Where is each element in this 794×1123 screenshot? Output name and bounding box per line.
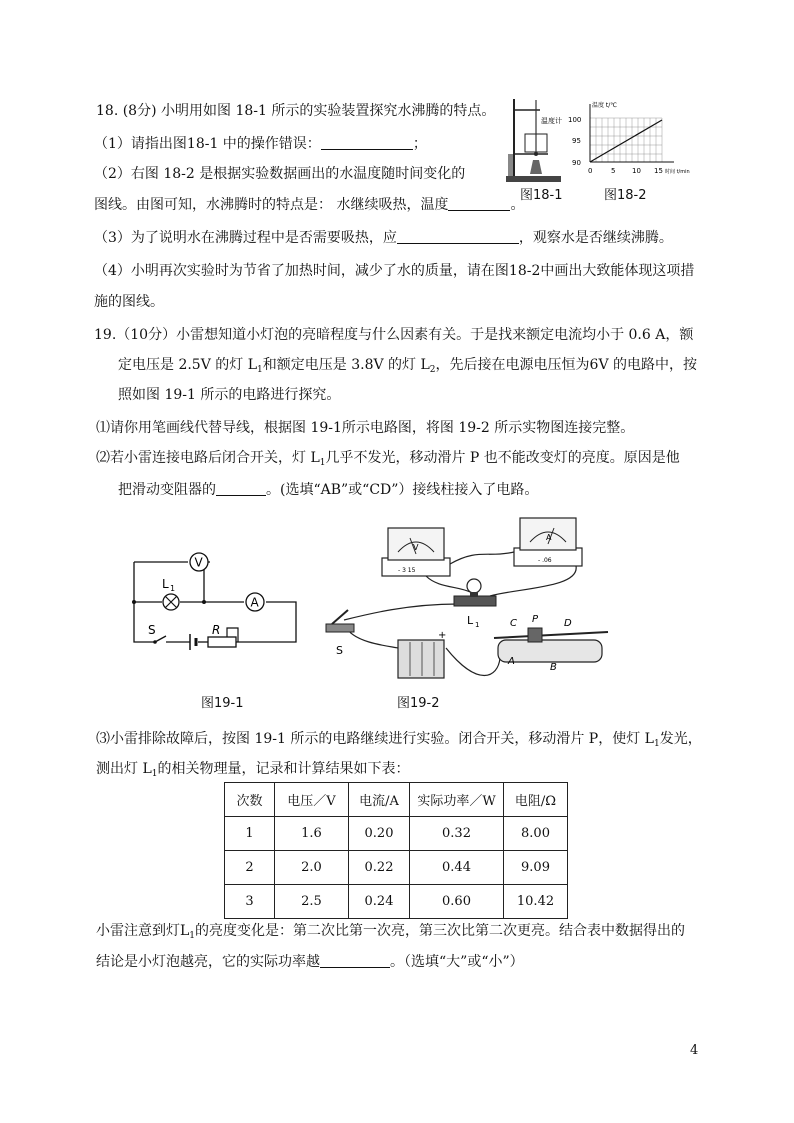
wire-lamp-switch (344, 604, 458, 620)
q19-part4-line1: 小雷注意到灯$L_1$的亮度变化是：第二次比第一次亮，第三次比第二次更亮。结合表中数据得出的 (96, 923, 686, 941)
q18-part4-line1: （4）小明再次实验时为节省了加热时间，减少了水的质量，请在图18-2中画出大致能体现这项措 (94, 263, 695, 279)
cell: 10.42 (504, 885, 568, 919)
xtick-15: 15 (654, 167, 663, 175)
svg-text:B: B (550, 662, 557, 673)
svg-text:+: + (438, 630, 447, 641)
q19-part3-line1: ⑶小雷排除故障后，按图 19-1 所示的电路继续进行实验。闭合开关，移动滑片 P，使灯 $L_1$发光， (96, 731, 702, 749)
junction-left (132, 600, 136, 604)
switch-blade (155, 636, 166, 642)
q19-part1: ⑴请你用笔画线代替导线，根据图 19-1所示电路图，将图 19-2 所示实物图连接完整。 (96, 420, 635, 436)
real-ammeter (514, 518, 582, 566)
switch-label: S (148, 623, 156, 637)
q19-part2-line1: ⑵若小雷连接电路后闭合开关，灯 $L_1$几乎不发光，移动滑片 P 也不能改变灯的亮度。原因是他 (96, 450, 680, 468)
answer-blank-5[interactable] (320, 953, 390, 968)
rheostat-label: R (212, 623, 221, 637)
cell: 2 (225, 851, 275, 885)
answer-blank-2[interactable] (448, 196, 510, 211)
svg-text:C: C (510, 618, 517, 629)
lamp-label-sub: 1 (170, 584, 176, 593)
wire-right (236, 602, 296, 642)
q18-header: 18. (8分) 小明用如图 18-1 所示的实验装置探究水沸腾的特点。 (96, 103, 496, 119)
svg-text:A: A (546, 533, 552, 542)
wire-a-lamp (490, 566, 576, 596)
real-voltmeter (382, 528, 450, 576)
fig19-1-circuit (126, 548, 302, 652)
th-power: 实际功率／W (410, 783, 504, 817)
real-switch (326, 610, 354, 657)
cell: 0.44 (410, 851, 504, 885)
svg-text:S: S (336, 644, 343, 657)
cell: 1.6 (275, 817, 349, 851)
junction-right (202, 600, 206, 604)
real-rheostat (494, 614, 608, 673)
xtick-5: 5 (611, 167, 616, 175)
q19-header-line2: 定电压是 2.5V 的灯 $L_1$和额定电压是 3.8V 的灯 $L_2$，先后接在电源电压恒为6V 的电路中，按 (118, 357, 697, 375)
q18-part2-line2: 图线。由图可知，水沸腾时的特点是： 水继续吸热，温度 。 (94, 197, 525, 213)
q18-part1: （1）请指出图18-1 中的操作错误： ； (94, 136, 427, 152)
results-table (224, 782, 568, 919)
table-row (225, 851, 568, 885)
wire-switch-battery (348, 630, 398, 648)
svg-text:- 3 15: - 3 15 (398, 567, 416, 574)
q19-header-line3: 照如图 19-1 所示的电路进行探究。 (118, 387, 341, 403)
answer-blank-3[interactable] (397, 229, 519, 244)
lamp-label: L (162, 577, 169, 591)
xtick-0: 0 (588, 167, 593, 175)
svg-text:1: 1 (475, 621, 480, 629)
fig18-2-caption: 图18-2 (604, 188, 647, 203)
q19-part2-line2: 把滑动变阻器的 。(选填“AB”或“CD”）接线柱接入了电路。 (118, 482, 539, 498)
svg-text:- .06: - .06 (538, 557, 552, 564)
th-trial: 次数 (225, 783, 275, 817)
wire-v-lamp (426, 576, 470, 592)
ammeter-label: A (250, 595, 259, 610)
svg-text:V: V (413, 543, 419, 552)
cell: 0.60 (410, 885, 504, 919)
answer-blank-1[interactable] (321, 135, 413, 150)
fig18-2-graph (566, 100, 706, 180)
th-current: 电流/A (349, 783, 410, 817)
q18-part2-line1: （2）右图 18-2 是根据实验数据画出的水温度随时间变化的 (94, 166, 466, 182)
cell: 9.09 (504, 851, 568, 885)
cell: 2.0 (275, 851, 349, 885)
th-resistance: 电阻/Ω (504, 783, 568, 817)
rheostat-symbol (208, 637, 236, 647)
svg-text:A: A (508, 656, 515, 667)
cell: 0.20 (349, 817, 410, 851)
ytick-95: 95 (572, 137, 581, 145)
table-row (225, 817, 568, 851)
q18-part3: （3）为了说明水在沸腾过程中是否需要吸热，应 ，观察水是否继续沸腾。 (94, 230, 673, 246)
svg-text:D: D (564, 618, 572, 629)
q19-part3-line2: 测出灯 $L_1$的相关物理量，记录和计算结果如下表： (96, 761, 410, 779)
fig18-1-apparatus (500, 96, 575, 186)
stand-base (506, 176, 561, 182)
real-battery (398, 630, 446, 678)
cell: 8.00 (504, 817, 568, 851)
cell: 0.24 (349, 885, 410, 919)
fig19-2-caption: 图19-2 (397, 696, 440, 711)
q19-part4-line2: 结论是小灯泡越亮，它的实际功率越 。（选填“大”或“小”） (96, 954, 524, 970)
fig18-1-caption: 图18-1 (520, 188, 563, 203)
xtick-10: 10 (632, 167, 641, 175)
y-axis-label: 温度 t/℃ (592, 102, 618, 109)
svg-text:L: L (467, 614, 474, 627)
table-header-row (225, 783, 568, 817)
wire-battery-rheostat (446, 648, 500, 676)
alcohol-lamp (530, 160, 542, 174)
cell: 3 (225, 885, 275, 919)
cell: 0.32 (410, 817, 504, 851)
fig19-2-real-circuit (318, 508, 618, 686)
x-axis-label: 时间 t/min (665, 169, 690, 175)
wire-v-a (450, 552, 514, 564)
thermometer-label: 温度计 (541, 117, 562, 125)
cell: 1 (225, 817, 275, 851)
svg-text:P: P (532, 614, 539, 625)
cell: 0.22 (349, 851, 410, 885)
ytick-90: 90 (572, 159, 581, 167)
q19-header-line1: 19.（10分）小雷想知道小灯泡的亮暗程度与什么因素有关。于是找来额定电流均小于 0.6 A，额 (94, 327, 694, 343)
voltmeter-label: V (194, 555, 203, 570)
table-row (225, 885, 568, 919)
cell: 2.5 (275, 885, 349, 919)
th-voltage: 电压／V (275, 783, 349, 817)
ytick-100: 100 (568, 116, 582, 124)
real-lamp (454, 579, 496, 629)
q18-part4-line2: 施的图线。 (94, 294, 164, 310)
fig19-1-caption: 图19-1 (201, 696, 244, 711)
answer-blank-4[interactable] (216, 481, 266, 496)
page-number: 4 (690, 1043, 699, 1058)
support-leg (508, 154, 513, 176)
